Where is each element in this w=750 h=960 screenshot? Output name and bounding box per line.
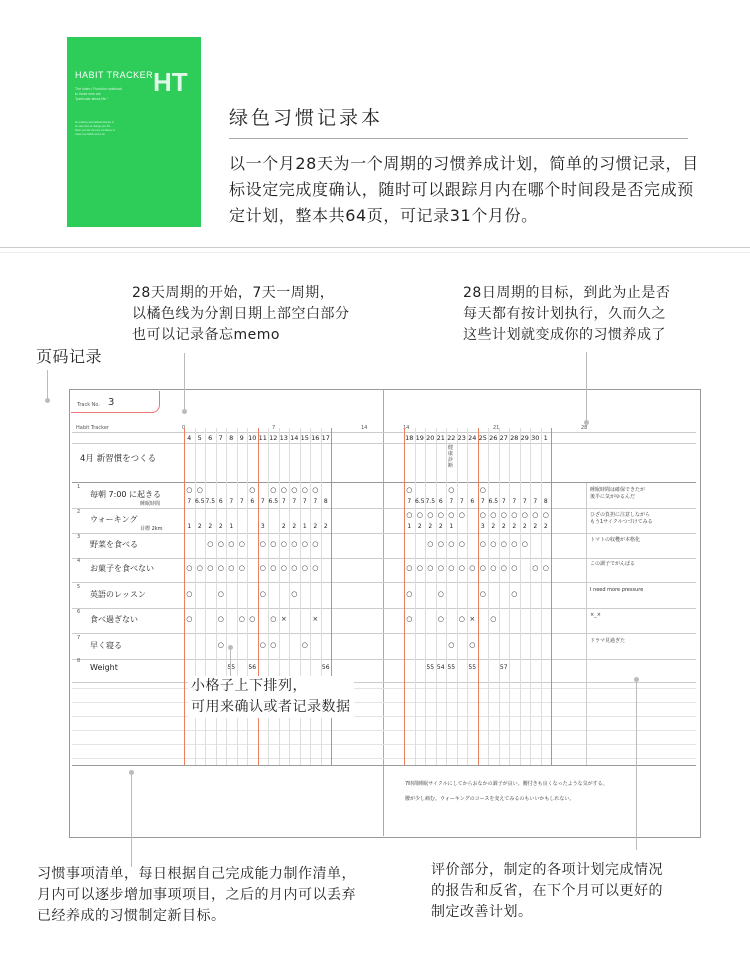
check-mark: ○ (186, 486, 193, 494)
grid-line (72, 730, 696, 731)
scale-label-left: 14 (361, 425, 368, 431)
check-mark: ○ (228, 540, 235, 548)
habit-index: 6 (77, 609, 81, 615)
day-column-line (415, 428, 416, 765)
cell-value: 7 (292, 498, 297, 505)
check-mark: ○ (270, 615, 277, 623)
leader-dot-page (45, 398, 50, 403)
grid-line (72, 443, 696, 444)
habit-index: 4 (77, 558, 81, 564)
check-mark: ○ (448, 486, 455, 494)
check-mark: ○ (280, 540, 287, 548)
check-mark: ○ (458, 540, 465, 548)
day-column-line (520, 428, 521, 765)
cell-value: 2 (522, 523, 527, 530)
cell-value: 2 (208, 523, 213, 530)
notebook-spine (383, 389, 384, 836)
check-mark: ○ (479, 564, 486, 572)
grid-line (72, 702, 696, 703)
habit-note: この調子でがんばる (590, 561, 636, 567)
check-mark: ○ (270, 486, 277, 494)
check-mark: ○ (437, 615, 444, 623)
day-number: 14 (290, 434, 299, 442)
day-column-line (467, 428, 468, 765)
day-number: 26 (489, 434, 498, 442)
annotation-evaluation: 评价部分，制定的各项计划完成情况 的报告和反省，在下个月可以更好的 制定改善计划。 (431, 862, 663, 920)
cell-value: 2 (491, 523, 496, 530)
check-mark: ○ (259, 590, 266, 598)
day-column-line (457, 428, 458, 765)
check-mark: ○ (186, 615, 193, 623)
check-mark: ○ (406, 590, 413, 598)
cell-value: 7.5 (425, 498, 436, 505)
track-number: 3 (108, 397, 115, 408)
day-number: 28 (510, 434, 519, 442)
habit-name: 野菜を食べる (90, 540, 138, 549)
day-column-line (551, 428, 552, 765)
grid-line (72, 508, 696, 509)
check-mark: ○ (479, 486, 486, 494)
grid-line (72, 716, 696, 717)
check-mark: ○ (490, 615, 497, 623)
cell-value: 54 (436, 664, 445, 671)
grid-line (72, 558, 696, 559)
cover-logo: HABIT TRACKER (75, 70, 154, 80)
check-mark: ○ (186, 590, 193, 598)
grid-line (72, 688, 696, 689)
cover-fine-text-2: An ordinary and habitual lifestyle is an easy time to change your life. When you are the best conditions to make new habits and to be. (75, 121, 115, 136)
habit-sub-label: 睡眠時間 (140, 501, 161, 507)
day-number: 23 (457, 434, 466, 442)
check-mark: ○ (500, 564, 507, 572)
check-mark: ○ (490, 564, 497, 572)
day-column-line (530, 428, 531, 765)
leader-line-page (47, 370, 48, 400)
check-mark: ○ (469, 641, 476, 649)
cell-value: 7 (480, 498, 485, 505)
cell-value: 1 (187, 523, 192, 530)
cell-value: 7 (522, 498, 527, 505)
check-mark: ○ (280, 564, 287, 572)
check-mark: ○ (196, 486, 203, 494)
check-mark: ○ (511, 511, 518, 519)
habit-sub-label: 目標 2km (140, 526, 163, 532)
cell-value: 8 (323, 498, 328, 505)
day-number: 16 (311, 434, 320, 442)
cell-value: 2 (512, 523, 517, 530)
check-mark: ○ (217, 641, 224, 649)
leader-line-small-cells (230, 648, 231, 676)
cell-value: 7 (239, 498, 244, 505)
day-number: 15 (300, 434, 309, 442)
check-mark: ○ (291, 540, 298, 548)
section-divider (0, 247, 750, 248)
cell-value: 6.5 (194, 498, 205, 505)
memo-vertical-text: 健康診断 (448, 445, 454, 469)
check-mark: ○ (437, 564, 444, 572)
cell-value: 6 (218, 498, 223, 505)
check-mark: ○ (259, 641, 266, 649)
cell-value: 3 (480, 523, 485, 530)
habit-note: I need more pressure (590, 587, 644, 593)
cover-logo-mark: HT (153, 67, 188, 97)
day-number: 29 (520, 434, 529, 442)
check-mark: ○ (301, 486, 308, 494)
check-mark: ○ (270, 641, 277, 649)
cell-value: 7 (533, 498, 538, 505)
habit-index: 3 (77, 534, 81, 540)
leader-line-habit-list (131, 772, 132, 867)
scale-label-left: 7 (272, 425, 276, 431)
habit-name: 英語のレッスン (90, 590, 146, 599)
habit-index: 2 (77, 509, 81, 515)
check-mark: × (312, 615, 319, 623)
cell-value: 3 (260, 523, 265, 530)
track-number-box (71, 391, 160, 413)
cell-value: 57 (499, 664, 508, 671)
day-number: 20 (426, 434, 435, 442)
check-mark: ○ (301, 564, 308, 572)
cell-value: 55 (468, 664, 477, 671)
check-mark: ○ (217, 564, 224, 572)
habit-name: Weight (90, 663, 118, 672)
day-number: 18 (405, 434, 414, 442)
cell-value: 55 (227, 664, 236, 671)
check-mark: ○ (238, 564, 245, 572)
scale-label-left: 0 (182, 425, 186, 431)
track-label: Track No. (77, 402, 100, 408)
check-mark: ○ (406, 564, 413, 572)
check-mark: ○ (448, 564, 455, 572)
habit-note: ×_× (590, 612, 601, 618)
annotation-habit-list: 习惯事项清单，每日根据自己完成能力制作清单， 月内可以逐步增加事项项目，之后的月内可以丢弃 已经养成的习惯制定新目标。 (37, 866, 356, 924)
check-mark: ○ (196, 564, 203, 572)
check-mark: ○ (312, 564, 319, 572)
check-mark: ○ (532, 564, 539, 572)
day-number: 17 (321, 434, 330, 442)
cell-value: 2 (197, 523, 202, 530)
check-mark: ○ (259, 540, 266, 548)
notebook-cover-image (67, 37, 201, 227)
annotation-cycle-goal: 28日周期的目标，到此为止是否 每天都有按计划执行，久而久之 这些计划就变成你的习惯养成了 (463, 285, 671, 343)
grid-line (72, 608, 696, 609)
check-mark: ○ (521, 540, 528, 548)
cell-value: 7 (459, 498, 464, 505)
day-number: 6 (208, 434, 213, 442)
cell-value: 2 (417, 523, 422, 530)
check-mark: ○ (542, 511, 549, 519)
leader-line-evaluation (636, 680, 637, 850)
check-mark: ○ (312, 540, 319, 548)
check-mark: ○ (249, 615, 256, 623)
check-mark: ○ (532, 511, 539, 519)
check-mark: × (469, 615, 476, 623)
annotation-page-number: 页码记录 (36, 347, 103, 366)
cell-value: 1 (449, 523, 454, 530)
check-mark: ○ (427, 540, 434, 548)
check-mark: ○ (427, 564, 434, 572)
cell-value: 6 (438, 498, 443, 505)
cell-value: 6.5 (414, 498, 425, 505)
grid-line (72, 744, 696, 745)
cell-value: 56 (248, 664, 257, 671)
habit-note: ドラマ見過ぎた (590, 638, 626, 644)
check-mark: ○ (217, 615, 224, 623)
cell-value: 7 (512, 498, 517, 505)
habit-index: 7 (77, 635, 81, 641)
cell-value: 55 (426, 664, 435, 671)
product-title: 绿色习惯记录本 (229, 107, 384, 129)
grid-line (72, 432, 696, 433)
check-mark: ○ (406, 511, 413, 519)
day-number: 8 (229, 434, 234, 442)
day-column-line (425, 428, 426, 765)
check-mark: ○ (437, 540, 444, 548)
cell-value: 2 (428, 523, 433, 530)
check-mark: ○ (500, 540, 507, 548)
day-number: 12 (269, 434, 278, 442)
check-mark: ○ (259, 564, 266, 572)
check-mark: ○ (291, 590, 298, 598)
check-mark: ○ (427, 511, 434, 519)
evaluation-line: 腰が少し痛む。ウォーキングのコースを変えてみるのもいいかもしれない。 (405, 796, 575, 802)
day-column-line (499, 428, 500, 765)
check-mark: ○ (521, 511, 528, 519)
check-mark: ○ (479, 540, 486, 548)
cell-value: 7 (407, 498, 412, 505)
cell-value: 7 (313, 498, 318, 505)
cell-value: 2 (543, 523, 548, 530)
check-mark: ○ (448, 540, 455, 548)
cell-value: 56 (321, 664, 330, 671)
cell-value: 1 (229, 523, 234, 530)
header-label: Habit Tracker (76, 425, 109, 431)
day-number: 13 (279, 434, 288, 442)
grid-line (72, 533, 696, 534)
day-number: 27 (499, 434, 508, 442)
check-mark: × (280, 615, 287, 623)
habit-note: トマトの収穫が本格化 (590, 537, 641, 543)
cell-value: 7 (501, 498, 506, 505)
cell-value: 2 (438, 523, 443, 530)
day-number: 22 (447, 434, 456, 442)
check-mark: ○ (500, 511, 507, 519)
check-mark: ○ (511, 564, 518, 572)
cell-value: 8 (543, 498, 548, 505)
cell-value: 7 (302, 498, 307, 505)
check-mark: ○ (437, 590, 444, 598)
cell-value: 6.5 (488, 498, 499, 505)
habit-name: 食べ過ぎない (90, 615, 138, 624)
title-underline (229, 138, 688, 139)
cell-value: 7 (449, 498, 454, 505)
check-mark: ○ (217, 540, 224, 548)
check-mark: ○ (270, 540, 277, 548)
evaluation-line: 7時間睡眠サイクルにしてからおなかの調子が良い。腰付きも良くなったような気がする。 (405, 781, 608, 787)
check-mark: ○ (416, 511, 423, 519)
cell-value: 2 (533, 523, 538, 530)
habit-index: 5 (77, 584, 81, 590)
grid-line (72, 758, 696, 759)
check-mark: ○ (312, 486, 319, 494)
day-number: 30 (531, 434, 540, 442)
check-mark: ○ (186, 564, 193, 572)
check-mark: ○ (479, 590, 486, 598)
cell-value: 1 (302, 523, 307, 530)
check-mark: ○ (437, 511, 444, 519)
cell-value: 2 (313, 523, 318, 530)
cell-value: 6 (470, 498, 475, 505)
grid-line (72, 682, 696, 683)
cover-fine-text: The index / Function notebook to those who are "particular about life." (75, 87, 123, 101)
cell-value: 2 (323, 523, 328, 530)
grid-line (72, 765, 696, 766)
scale-label-right: 14 (403, 425, 410, 431)
day-number: 19 (415, 434, 424, 442)
check-mark: ○ (207, 564, 214, 572)
day-number: 7 (218, 434, 223, 442)
scale-label-right: 28 (581, 425, 588, 431)
check-mark: ○ (238, 615, 245, 623)
habit-index: 1 (77, 484, 81, 490)
cell-value: 7 (260, 498, 265, 505)
cell-value: 6.5 (268, 498, 279, 505)
cell-value: 7 (229, 498, 234, 505)
check-mark: ○ (280, 486, 287, 494)
cell-value: 6 (250, 498, 255, 505)
check-mark: ○ (490, 511, 497, 519)
cell-value: 1 (407, 523, 412, 530)
check-mark: ○ (490, 540, 497, 548)
check-mark: ○ (448, 641, 455, 649)
habit-index: 8 (77, 658, 81, 664)
cell-value: 7 (281, 498, 286, 505)
grid-line (72, 633, 696, 634)
day-column-line (488, 428, 489, 765)
day-number: 1 (543, 434, 548, 442)
check-mark: ○ (291, 486, 298, 494)
check-mark: ○ (458, 511, 465, 519)
check-mark: ○ (291, 564, 298, 572)
check-mark: ○ (217, 590, 224, 598)
day-number: 9 (239, 434, 244, 442)
annotation-cycle-start: 28天周期的开始，7天一周期， 以橘色线为分割日期上部空白部分 也可以记录备忘memo (132, 285, 350, 343)
check-mark: ○ (469, 564, 476, 572)
leader-line-cycle-start (184, 353, 185, 411)
month-title: 4月 新習慣をつくる (80, 454, 157, 464)
day-number: 21 (436, 434, 445, 442)
check-mark: ○ (511, 540, 518, 548)
leader-dot-evaluation (634, 677, 639, 682)
day-number: 10 (248, 434, 257, 442)
habit-note: 睡眠時間は確保できたが 後半に気がゆるんだ (590, 487, 646, 500)
day-number: 24 (468, 434, 477, 442)
check-mark: ○ (301, 540, 308, 548)
day-number: 11 (258, 434, 267, 442)
habit-name: お菓子を食べない (90, 564, 154, 573)
check-mark: ○ (458, 564, 465, 572)
scale-label-right: 21 (493, 425, 500, 431)
check-mark: ○ (249, 486, 256, 494)
habit-name: ウォーキング (90, 515, 138, 524)
check-mark: ○ (207, 540, 214, 548)
cell-value: 2 (501, 523, 506, 530)
day-number: 25 (478, 434, 487, 442)
grid-line (72, 659, 696, 660)
day-column-line (446, 428, 447, 765)
check-mark: ○ (448, 511, 455, 519)
annotation-small-cells: 小格子上下排列， 可用来确认或者记录数据 (188, 676, 354, 718)
leader-dot-habit-list (129, 770, 134, 775)
leader-line-cycle-goal (586, 352, 587, 422)
grid-line (72, 482, 696, 483)
cell-value: 7 (187, 498, 192, 505)
check-mark: ○ (458, 615, 465, 623)
grid-line (72, 582, 696, 583)
check-mark: ○ (228, 564, 235, 572)
cell-value: 2 (218, 523, 223, 530)
habit-name: 毎朝 7:00 に起きる (90, 490, 162, 499)
check-mark: ○ (406, 486, 413, 494)
check-mark: ○ (542, 564, 549, 572)
leader-dot-small-cells (228, 645, 233, 650)
check-mark: ○ (511, 590, 518, 598)
cell-value: 2 (281, 523, 286, 530)
day-number: 5 (197, 434, 202, 442)
product-description: 以一个月28天为一个周期的习惯养成计划，简单的习惯记录，目标设定完成度确认，随时可以跟踪月内在哪个时间段是否完成预定计划，整本共64页，可记录31个月份。 (229, 154, 699, 225)
check-mark: ○ (416, 564, 423, 572)
check-mark: ○ (406, 615, 413, 623)
cell-value: 7.5 (205, 498, 216, 505)
note-column-line (586, 483, 587, 765)
check-mark: ○ (270, 564, 277, 572)
check-mark: ○ (479, 511, 486, 519)
check-mark: ○ (301, 641, 308, 649)
cell-value: 55 (447, 664, 456, 671)
habit-note: ひざの負担に注意しながら もう1サイクルつづけてみる (590, 512, 653, 525)
habit-name: 早く寝る (90, 641, 122, 650)
check-mark: ○ (238, 540, 245, 548)
section-divider-2 (0, 252, 750, 253)
cell-value: 2 (292, 523, 297, 530)
day-number: 4 (187, 434, 192, 442)
day-column-line (541, 428, 542, 765)
leader-dot-cycle-start (182, 409, 187, 414)
